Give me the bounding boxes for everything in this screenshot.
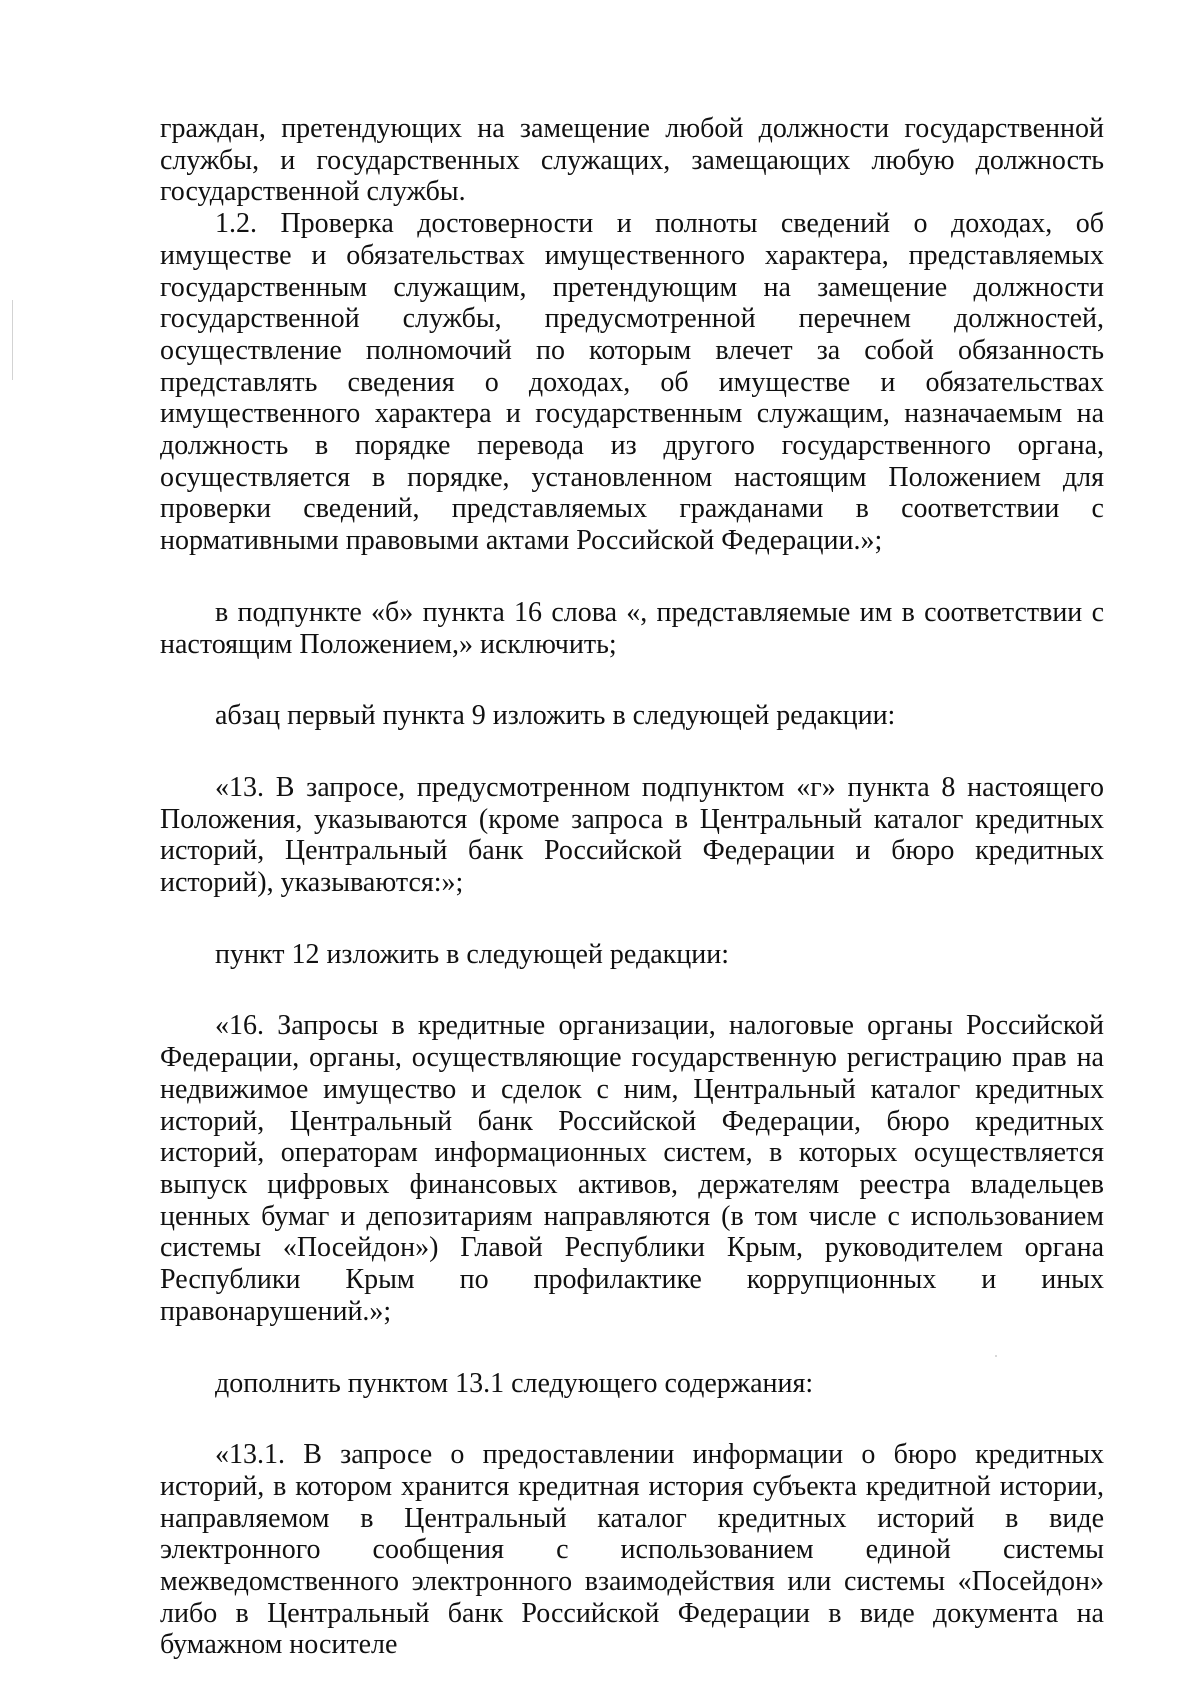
paragraph-quote-16: «16. Запросы в кредитные организации, налоговые органы Российской Федерации, органы, осуществляющие государственную регистрацию прав на недвижимое имущество и сделок с ним, Центральный каталог кредитных историй, Центральный банк Российской Федерации, бюро кредитных историй, операторам информационных систем, в которых осуществляется выпуск цифровых финансовых активов, держателям реестра владельцев ценных бумаг и депозитариям направляются (в том числе с использованием системы «Посейдон») Главой Республики Крым, руководителем органа Республики Крым по профилактике коррупционных и иных правонарушений.»; xyxy=(160,1010,1104,1327)
paragraph-amendment-9: абзац первый пункта 9 изложить в следующей редакции: xyxy=(215,700,896,732)
scan-artifact-left xyxy=(12,300,13,380)
paragraph-1-2: 1.2. Проверка достоверности и полноты сведений о доходах, об имуществе и обязательствах имущественного характера, представляемых государственным служащим, претендующим на замещение должности государственной службы, предусмотренной перечнем должностей, осуществление полномочий по которым влечет за собой обязанность представлять сведения о доходах, об имуществе и обязательствах имущественного характера и государственным служащим, назначаемым на должность в порядке перевода из другого государственного органа, осуществляется в порядке, установленном настоящим Положением для проверки сведений, представляемых гражданами в соответствии с нормативными правовыми актами Российской Федерации.»; xyxy=(160,208,1104,557)
document-body xyxy=(160,113,1104,1661)
paragraph-amendment-12: пункт 12 изложить в следующей редакции: xyxy=(215,938,729,970)
paragraph-continuation: граждан, претендующих на замещение любой должности государственной службы, и государственных служащих, замещающих любую должность государственной службы. xyxy=(160,113,1104,208)
paragraph-quote-13-1: «13.1. В запросе о предоставлении информации о бюро кредитных историй, в котором хранится кредитная история субъекта кредитной истории, направляемом в Центральный каталог кредитных историй в виде электронного сообщения с использованием единой системы межведомственного электронного взаимодействия или системы «Посейдон» либо в Центральный банк Российской Федерации в виде документа на бумажном носителе xyxy=(160,1439,1104,1661)
paragraph-add-13-1: дополнить пунктом 13.1 следующего содержания: xyxy=(215,1367,814,1399)
paragraph-amendment-16b: в подпункте «б» пункта 16 слова «, представляемые им в соответствии с настоящим Положением,» исключить; xyxy=(160,596,1104,660)
paragraph-quote-13: «13. В запросе, предусмотренном подпунктом «г» пункта 8 настоящего Положения, указываются (кроме запроса в Центральный каталог кредитных историй, Центральный банк Российской Федерации и бюро кредитных историй), указываются:»; xyxy=(160,771,1104,899)
